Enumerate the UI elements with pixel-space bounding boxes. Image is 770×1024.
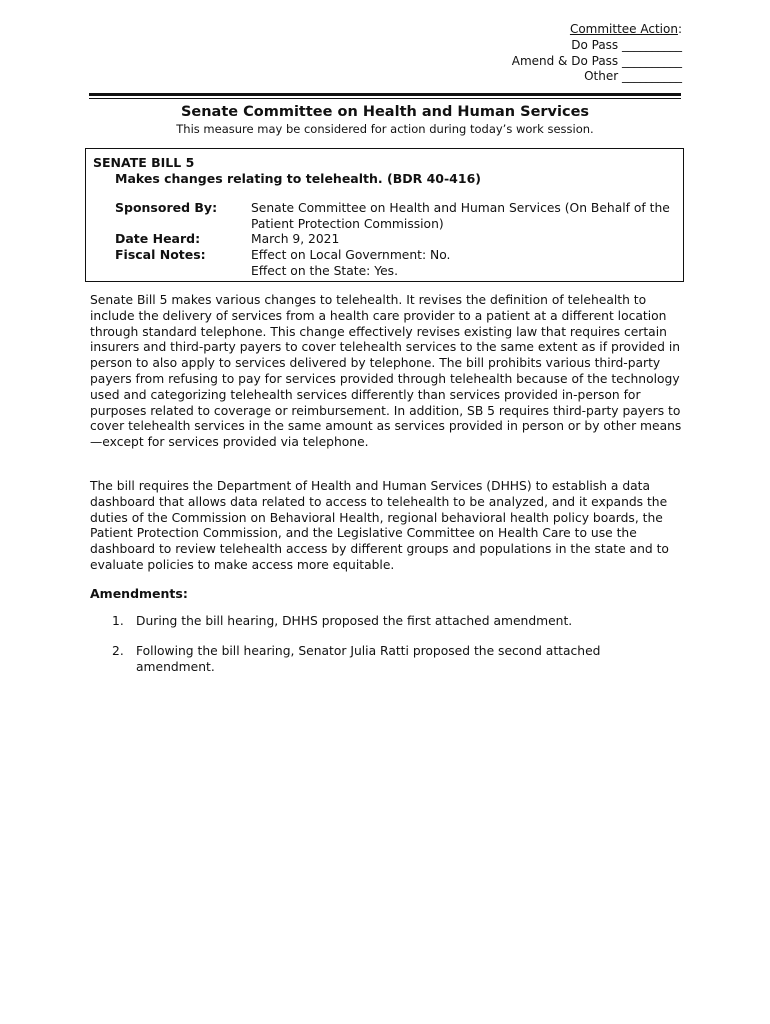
- body-paragraph-1: Senate Bill 5 makes various changes to telehealth. It revises the definition of telehealth to include the delivery of services from a health care provider to a patient at a different location through standard telephone. This change effectively revises existing law that requires certain insurers and third-party payers to cover telehealth services to the same extent as if provided in person to also apply to services delivered by telephone. The bill prohibits various third-party payers from refusing to pay for services provided through telehealth because of the technology used and categorizing telehealth services differently than services provided in-person for purposes related to coverage or reimbursement. In addition, SB 5 requires third-party payers to cover telehealth services in the same amount as services provided in person or by other means—except for services provided via telephone.: [90, 293, 682, 450]
- header-rule-thin: [89, 98, 681, 99]
- amendment-text: Following the bill hearing, Senator Julia Ratti proposed the second attached amendment.: [136, 644, 601, 674]
- committee-subtitle: This measure may be considered for action during today’s work session.: [176, 122, 594, 136]
- committee-title: Senate Committee on Health and Human Services: [180, 104, 590, 120]
- amendment-number: 1.: [112, 614, 124, 628]
- sponsored-by-label: Sponsored By:: [115, 200, 218, 215]
- date-heard-label: Date Heard:: [115, 231, 201, 246]
- header-rule-thick: [89, 93, 681, 96]
- bill-info-box: [85, 148, 684, 282]
- date-heard-value: March 9, 2021: [251, 232, 340, 246]
- amendment-text: During the bill hearing, DHHS proposed the first attached amendment.: [136, 614, 573, 628]
- do-pass-line: Do Pass __________: [571, 37, 682, 52]
- bill-summary: Makes changes relating to telehealth. (BDR 40-416): [115, 171, 481, 186]
- fiscal-notes-label: Fiscal Notes:: [115, 247, 206, 262]
- fiscal-notes-local: Effect on Local Government: No.: [251, 248, 451, 262]
- sponsored-by-value: Senate Committee on Health and Human Services (On Behalf of the Patient Protection Commission): [251, 201, 670, 231]
- committee-action-title: Committee Action: [569, 22, 678, 36]
- amend-do-pass-line: Amend & Do Pass __________: [511, 53, 682, 68]
- amendment-number: 2.: [112, 644, 124, 658]
- fiscal-notes-state: Effect on the State: Yes.: [251, 264, 398, 278]
- committee-action-block: [512, 22, 682, 85]
- committee-action-header: [512, 22, 682, 38]
- amendments-heading: Amendments:: [90, 586, 188, 601]
- body-paragraph-2: The bill requires the Department of Health and Human Services (DHHS) to establish a data dashboard that allows data related to access to telehealth to be analyzed, and it expands the duties of the Commission on Behavioral Health, regional behavioral health policy boards, the Patient Protection Commission, and the Legislative Committee on Health Care to use the dashboard to review telehealth access by different groups and populations in the state and to evaluate policies to make access more equitable.: [90, 479, 669, 572]
- bill-number: SENATE BILL 5: [93, 155, 195, 170]
- other-line: Other __________: [584, 69, 682, 84]
- committee-action-colon: :: [677, 22, 682, 36]
